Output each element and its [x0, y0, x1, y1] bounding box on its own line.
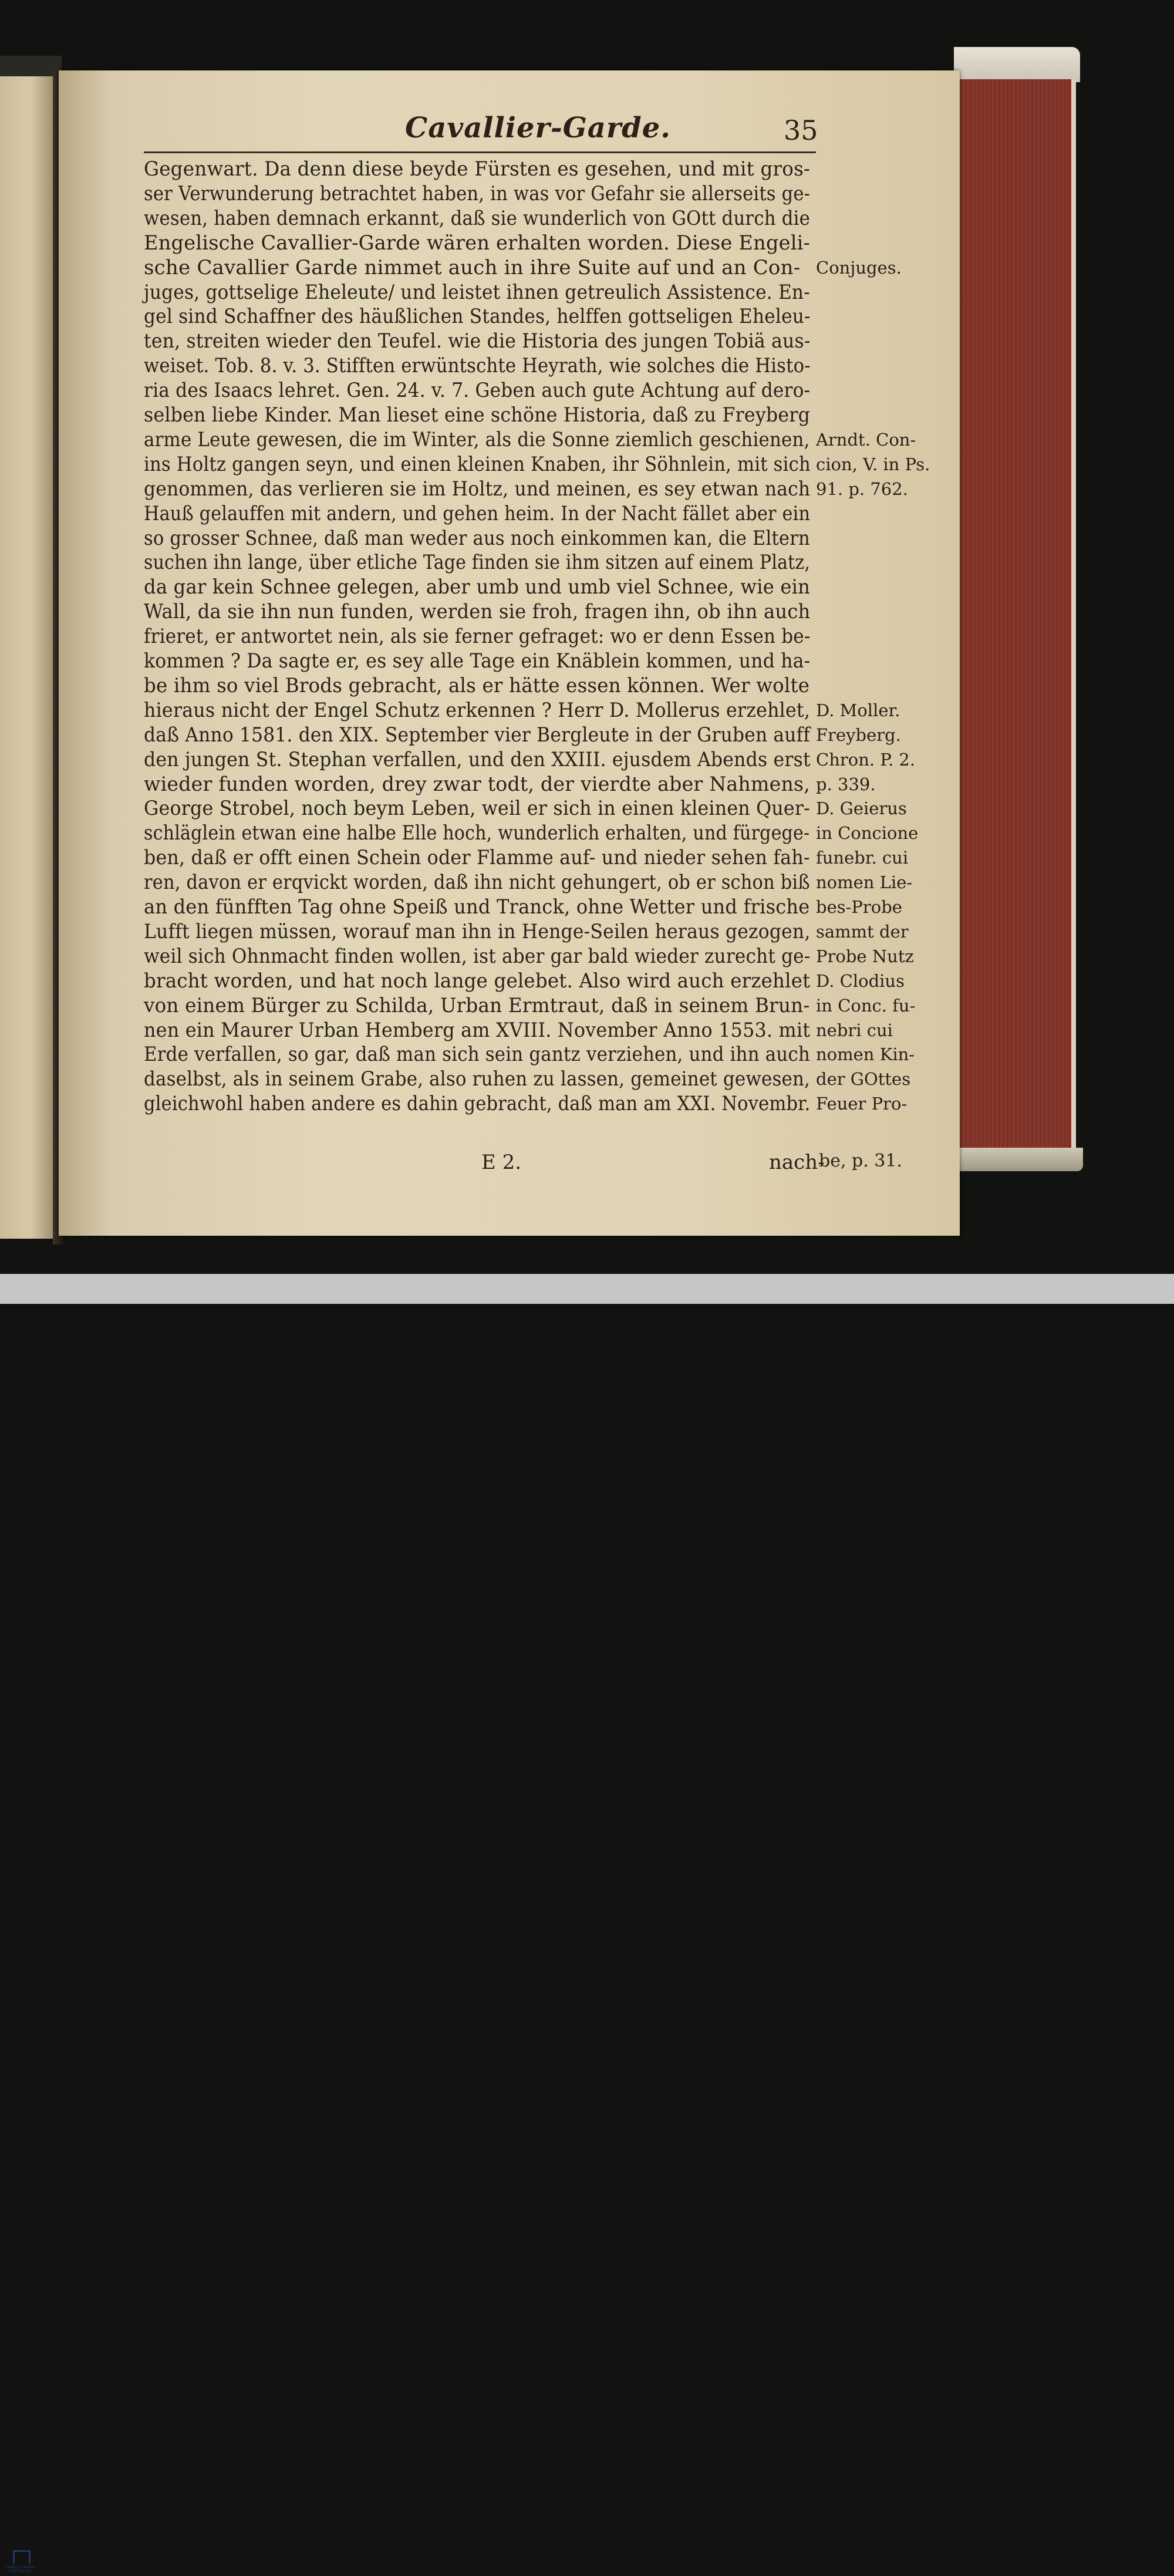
body-line: ren, davon er erqvickt worden, daß ihn nicht gehungert, ob er schon biß [144, 871, 810, 895]
body-line: hieraus nicht der Engel Schutz erkennen ? Herr D. Mollerus erzehlet, [144, 698, 811, 722]
margin-note: nomen Lie- [816, 872, 913, 893]
margin-note: in Conc. fu- [816, 995, 916, 1016]
body-line: sche Cavallier Garde nimmet auch in ihre Suite auf und an Con- [144, 255, 801, 279]
book-cover-bottom [951, 1148, 1083, 1171]
body-line: nen ein Maurer Urban Hemberg am XVIII. November Anno 1553. mit [144, 1018, 811, 1042]
body-line: weil sich Ohnmacht finden wollen, ist aber gar bald wieder zurecht ge- [144, 944, 811, 968]
body-line: an den fünfften Tag ohne Speiß und Tranck, ohne Wetter und frische [144, 895, 810, 919]
margin-note: Probe Nutz [816, 946, 914, 966]
margin-note: D. Geierus [816, 798, 907, 819]
margin-note: bes-Probe [816, 897, 902, 917]
running-title: Cavallier-Garde. [405, 112, 671, 144]
page-edges [960, 79, 1076, 1151]
body-line: daß Anno 1581. den XIX. September vier Bergleute in der Gruben auff [144, 723, 811, 747]
library-logo-icon: TRANSYLVANIAN STIFTUNGEN [6, 2550, 34, 2576]
margin-note-end: be, p. 31. [819, 1151, 903, 1171]
body-line: George Strobel, noch beym Leben, weil er sich in einen kleinen Quer- [144, 797, 811, 821]
margin-note: cion, V. in Ps. [816, 454, 930, 474]
body-line: arme Leute gewesen, die im Winter, als die Sonne ziemlich geschienen, [144, 427, 810, 451]
book-scan [0, 0, 1174, 1274]
margin-note: nebri cui [816, 1020, 893, 1040]
body-line: gel sind Schaffner des häußlichen Standes, helffen gottseligen Eheleu- [144, 305, 811, 329]
body-line: be ihm so viel Brods gebracht, als er hätte essen können. Wer wolte [144, 673, 810, 697]
margin-note: in Concione [816, 823, 919, 844]
body-line: genommen, das verlieren sie im Holtz, und meinen, es sey etwan nach [144, 477, 811, 501]
body-line: da gar kein Schnee gelegen, aber umb und umb viel Schnee, wie ein [144, 575, 811, 599]
body-line: juges, gottselige Eheleute/ und leistet ihnen getreulich Assistence. En- [144, 280, 810, 304]
signature-mark: E 2. [481, 1151, 522, 1174]
margin-note: Arndt. Con- [816, 429, 916, 450]
body-line: Erde verfallen, so gar, daß man sich sein gantz verziehen, und ihn auch [144, 1043, 810, 1067]
body-line: frieret, er antwortet nein, als sie ferner gefraget: wo er denn Essen be- [144, 625, 811, 649]
body-line: Engelische Cavallier-Garde wären erhalten worden. Diese Engeli- [144, 231, 811, 255]
margin-note: nomen Kin- [816, 1044, 915, 1065]
body-line: den jungen St. Stephan verfallen, und den XXIII. ejusdem Abends erst [144, 747, 811, 771]
body-line: suchen ihn lange, über etliche Tage finden sie ihm sitzen auf einem Platz, [144, 551, 811, 575]
body-line: Lufft liegen müssen, worauf man ihn in Henge-Seilen heraus gezogen, [144, 919, 811, 943]
margin-note: D. Moller. [816, 700, 900, 720]
body-line: weiset. Tob. 8. v. 3. Stifften erwüntschte Heyrath, wie solches die Histo- [144, 354, 811, 378]
body-line: ben, daß er offt einen Schein oder Flamme auf- und nieder sehen fah- [144, 846, 810, 870]
body-line: so grosser Schnee, daß man weder aus noch einkommen kan, die Eltern [144, 526, 810, 550]
body-line: daselbst, als in seinem Grabe, also ruhen zu lassen, gemeinet gewesen, [144, 1067, 811, 1091]
margin-note: sammt der [816, 921, 909, 942]
body-line: Gegenwart. Da denn diese beyde Fürsten es gesehen, und mit gros- [144, 157, 811, 181]
left-page-edge [0, 76, 56, 1239]
catchword: nach- [769, 1151, 825, 1174]
body-line: gleichwohl haben andere es dahin gebracht, daß man am XXI. Novembr. [144, 1092, 811, 1116]
margin-note: Freyberg. [816, 724, 901, 745]
margin-note: Feuer Pro- [816, 1094, 908, 1114]
book-cover-top [954, 47, 1080, 82]
body-line: wesen, haben demnach erkannt, daß sie wunderlich von GOtt durch die [144, 206, 810, 230]
body-line: von einem Bürger zu Schilda, Urban Ermtraut, daß in seinem Brun- [144, 993, 810, 1017]
margin-note: p. 339. [816, 774, 876, 794]
body-line: wieder funden worden, drey zwar todt, der vierdte aber Nahmens, [144, 772, 811, 796]
body-line: Hauß gelauffen mit andern, und gehen heim. In der Nacht fället aber ein [144, 501, 811, 525]
body-line: ten, streiten wieder den Teufel. wie die Historia des jungen Tobiä aus- [144, 329, 811, 353]
body-line: selben liebe Kinder. Man lieset eine schöne Historia, daß zu Freyberg [144, 403, 811, 427]
body-line: ser Verwunderung betrachtet haben, in was vor Gefahr sie allerseits ge- [144, 181, 811, 205]
body-line: ria des Isaacs lehret. Gen. 24. v. 7. Geben auch gute Achtung auf dero- [144, 379, 811, 403]
body-line: bracht worden, und hat noch lange gelebet. Also wird auch erzehlet [144, 969, 811, 993]
margin-note: Conjuges. [816, 257, 902, 278]
header-rule [144, 151, 816, 153]
body-line: Wall, da sie ihn nun funden, werden sie froh, fragen ihn, ob ihn auch [144, 600, 811, 624]
margin-note: D. Clodius [816, 970, 905, 991]
body-line: ins Holtz gangen seyn, und einen kleinen Knaben, ihr Söhnlein, mit sich [144, 452, 811, 476]
margin-note: der GOttes [816, 1069, 911, 1090]
body-line: schläglein etwan eine halbe Elle hoch, wunderlich erhalten, und fürgege- [144, 821, 810, 845]
margin-note: Chron. P. 2. [816, 749, 916, 770]
page-number: 35 [784, 114, 818, 146]
body-line: kommen ? Da sagte er, es sey alle Tage ein Knäblein kommen, und ha- [144, 649, 811, 673]
margin-note: 91. p. 762. [816, 478, 908, 499]
viewer-bottom-bar [0, 1274, 1174, 2574]
margin-note: funebr. cui [816, 848, 909, 868]
